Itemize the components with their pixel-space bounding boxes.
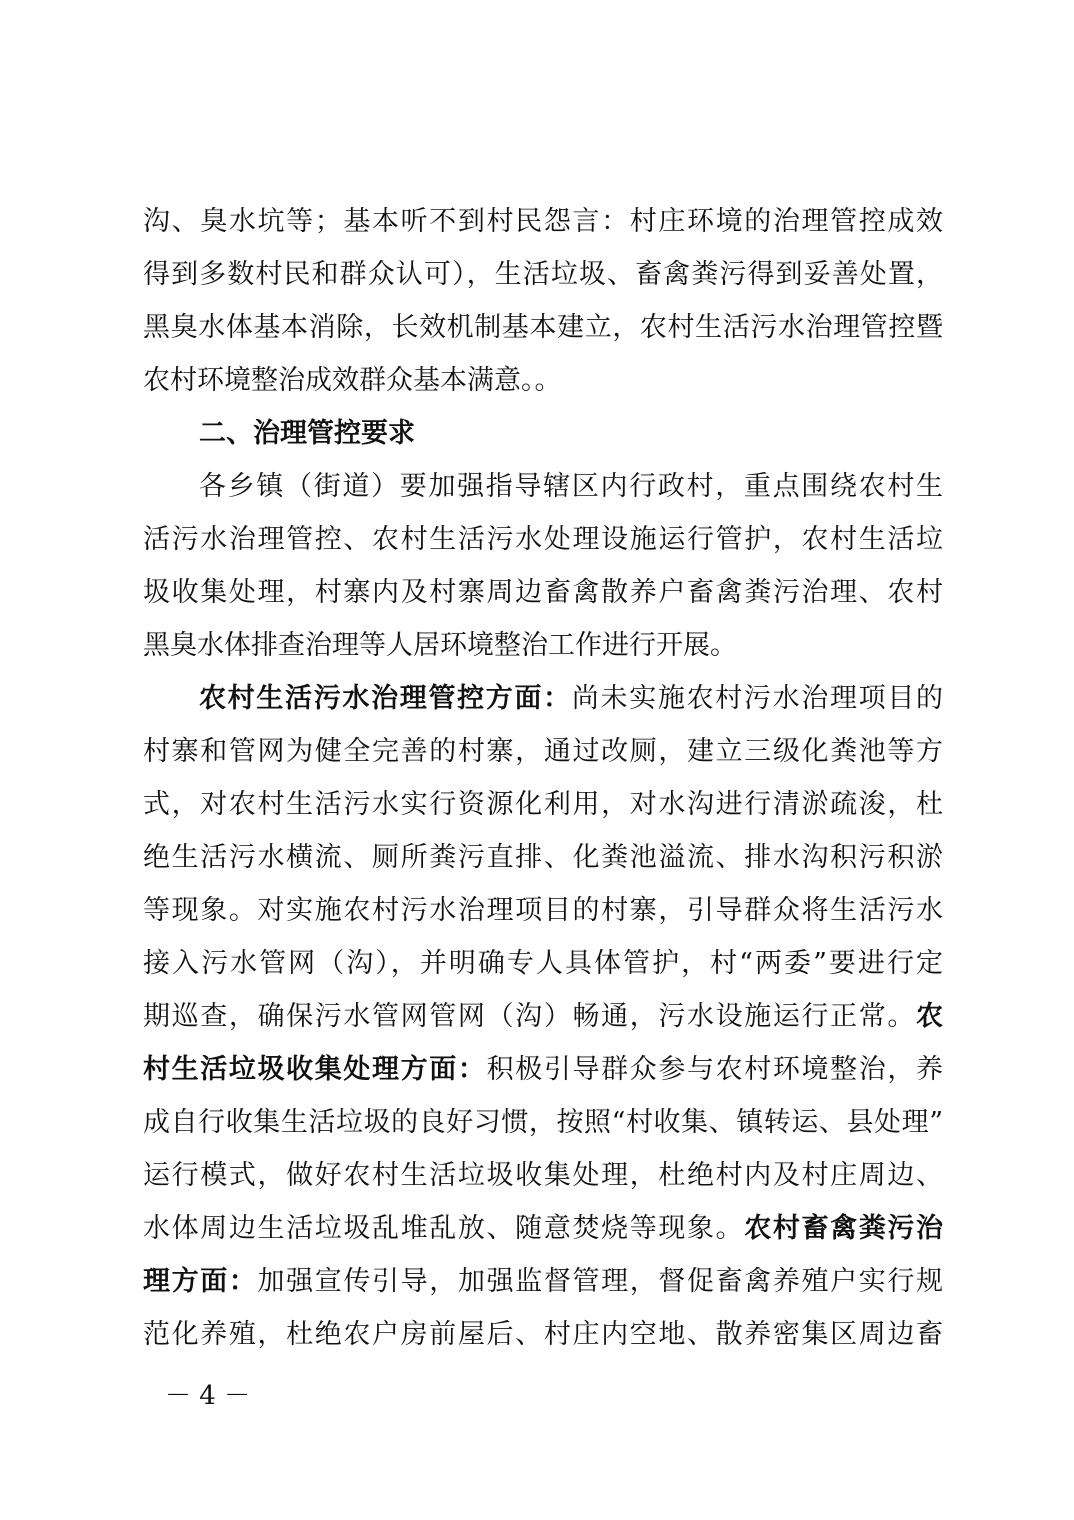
paragraph-line: 黑臭水体基本消除，长效机制基本建立，农村生活污水治理管控暨 [143, 312, 943, 343]
paragraph-line: 圾收集处理，村寨内及村寨周边畜禽散养户畜禽粪污治理、农村 [143, 577, 943, 608]
bold-lead-in: 农村生活污水治理管控方面： [199, 683, 572, 714]
paragraph-line [143, 1202, 943, 1255]
paragraph-line: 等现象。对实施农村污水治理项目的村寨，引导群众将生活污水 [143, 895, 943, 926]
paragraph-line [143, 1255, 943, 1308]
paragraph-text: 尚未实施农村污水治理项目的 [571, 683, 944, 714]
paragraph-line: 式，对农村生活污水实行资源化利用，对水沟进行清淤疏浚，杜 [143, 789, 943, 820]
paragraph-line: 范化养殖，杜绝农户房前屋后、村庄内空地、散养密集区周边畜 [143, 1319, 943, 1350]
paragraph-line [143, 672, 943, 725]
section-heading: 二、治理管控要求 [199, 418, 415, 449]
paragraph-line: 各乡镇（街道）要加强指导辖区内行政村，重点围绕农村生 [199, 471, 943, 502]
paragraph-line: 成自行收集生活垃圾的良好习惯，按照“村收集、镇转运、县处理” [143, 1107, 943, 1138]
paragraph-text: 水体周边生活垃圾乱堆乱放、随意焚烧等现象。 [143, 1213, 745, 1244]
page-number: － 4 － [165, 1381, 251, 1411]
bold-lead-in: 理方面： [143, 1266, 258, 1297]
paragraph-line [143, 990, 943, 1043]
paragraph-line: 绝生活污水横流、厕所粪污直排、化粪池溢流、排水沟积污积淤 [143, 842, 943, 873]
paragraph-text: 积极引导群众参与农村环境整治，养 [486, 1054, 944, 1085]
paragraph-line [143, 1043, 943, 1096]
paragraph-line: 活污水治理管控、农村生活污水处理设施运行管护，农村生活垃 [143, 524, 943, 555]
bold-lead-in: 农 [916, 1001, 943, 1032]
paragraph-line: 得到多数村民和群众认可），生活垃圾、畜禽粪污得到妥善处置， [143, 259, 943, 290]
paragraph-line: 村寨和管网为健全完善的村寨，通过改厕，建立三级化粪池等方 [143, 736, 943, 767]
paragraph-line: 接入污水管网（沟），并明确专人具体管护，村“两委”要进行定 [143, 948, 943, 979]
paragraph-text: 加强宣传引导，加强监督管理，督促畜禽养殖户实行规 [257, 1266, 944, 1297]
bold-lead-in: 村生活垃圾收集处理方面： [143, 1054, 487, 1085]
document-body [143, 195, 943, 1361]
paragraph-line: 农村环境整治成效群众基本满意。。 [143, 365, 562, 396]
paragraph-text: 期巡查，确保污水管网管网（沟）畅通，污水设施运行正常。 [143, 1001, 916, 1032]
paragraph-line: 黑臭水体排查治理等人居环境整治工作进行开展。 [143, 630, 737, 661]
bold-lead-in: 农村畜禽粪污治 [744, 1213, 944, 1244]
paragraph-line: 沟、臭水坑等；基本听不到村民怨言：村庄环境的治理管控成效 [143, 206, 943, 237]
paragraph-line: 运行模式，做好农村生活垃圾收集处理，杜绝村内及村庄周边、 [143, 1160, 943, 1191]
